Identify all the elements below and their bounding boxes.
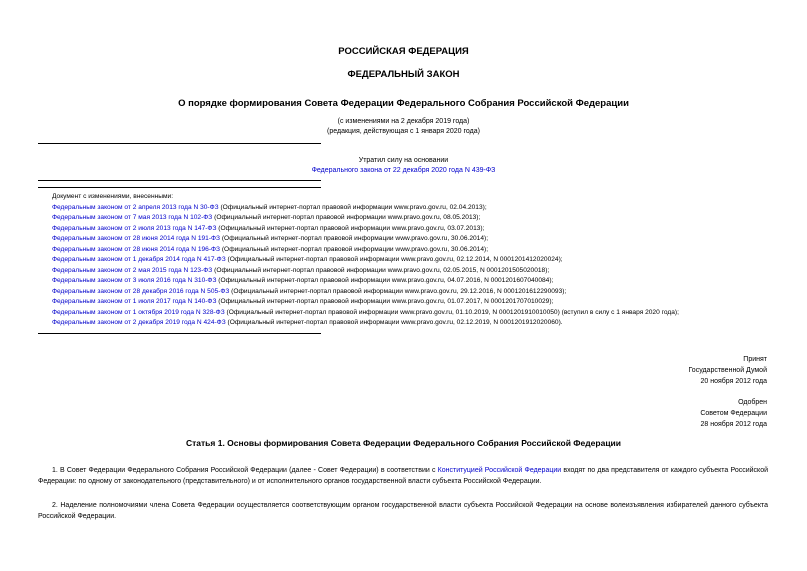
list-item — [52, 266, 679, 277]
approved-date: 28 ноября 2012 года — [700, 421, 767, 428]
amendment-source: (Официальный интернет-портал правовой информации www.pravo.gov.ru, 02.12.2014, N 0001201412020024); — [225, 256, 563, 263]
amendment-link[interactable]: Федеральным законом от 3 июля 2016 года N 310-ФЗ — [52, 277, 217, 284]
approved-body: Советом Федерации — [700, 410, 767, 417]
amendment-source: (Официальный интернет-портал правовой информации www.pravo.gov.ru, 30.06.2014); — [220, 235, 489, 242]
approved-label: Одобрен — [738, 399, 767, 406]
paragraph-text: входят по два представителя от каждого субъекта Российской Федерации: по одному от законодательного (представительного) и от исполнительного органов государственной власти субъекта Российской Федерации. — [38, 467, 769, 485]
lost-force-link[interactable]: Федерального закона от 22 декабря 2020 года N 439-ФЗ — [311, 167, 496, 174]
amendment-link[interactable]: Федеральным законом от 28 декабря 2016 года N 505-ФЗ — [52, 287, 230, 295]
amendments-list — [52, 192, 679, 329]
amendment-source: (Официальный интернет-портал правовой информации www.pravo.gov.ru, 02.12.2019, N 0001201912020060). — [225, 319, 563, 326]
paragraph-text: 1. В Совет Федерации Федерального Собрания Российской Федерации (далее - Совет Федерации) в соответствии с — [52, 467, 438, 474]
list-item — [52, 203, 679, 214]
divider — [38, 180, 321, 181]
amendment-source: (Официальный интернет-портал правовой информации www.pravo.gov.ru, 04.07.2016, N 0001201607040084); — [216, 277, 554, 284]
list-item — [52, 308, 679, 319]
amendment-link[interactable]: Федеральным законом от 1 октября 2019 года N 328-ФЗ — [52, 308, 225, 316]
amendment-source: (Официальный интернет-портал правовой информации www.pravo.gov.ru, 01.07.2017, N 0001201707010029); — [216, 298, 554, 305]
list-item — [52, 245, 679, 256]
list-item — [52, 234, 679, 245]
amendment-link[interactable]: Федеральным законом от 2 декабря 2019 года N 424-ФЗ — [52, 319, 226, 326]
article-paragraph-1 — [38, 466, 768, 487]
amendment-link[interactable]: Федеральным законом от 1 июля 2017 года N 140-ФЗ — [52, 298, 217, 305]
amendment-source: (Официальный интернет-портал правовой информации www.pravo.gov.ru, 08.05.2013); — [212, 214, 481, 221]
adopted-label: Принят — [743, 356, 767, 363]
divider — [38, 187, 321, 188]
changes-note: (с изменениями на 2 декабря 2019 года) — [337, 118, 470, 125]
amendment-source: (Официальный интернет-портал правовой информации www.pravo.gov.ru, 02.04.2013); — [218, 203, 487, 211]
adopted-body: Государственной Думой — [688, 367, 767, 374]
list-item — [52, 318, 679, 329]
amendment-source: (Официальный интернет-портал правовой информации www.pravo.gov.ru, 29.12.2016, N 0001201612290093); — [229, 287, 567, 295]
amendment-link[interactable]: Федеральным законом от 1 декабря 2014 года N 417-ФЗ — [52, 256, 226, 263]
amendment-link[interactable]: Федеральным законом от 7 мая 2013 года N 102-ФЗ — [52, 214, 213, 221]
article-paragraph-2: 2. Наделение полномочиями члена Совета Федерации осуществляется соответствующим органом государственной власти субъекта Российской Федерации на основе волеизъявления избирателей данного субъекта Российской Федерации. — [38, 502, 768, 520]
list-item — [52, 224, 679, 235]
list-item — [52, 297, 679, 308]
amendment-link[interactable]: Федеральным законом от 2 июля 2013 года N 147-ФЗ — [52, 224, 217, 232]
amendments-heading: Документ с изменениями, внесенными: — [52, 193, 174, 200]
article-title: Статья 1. Основы формирования Совета Федерации Федерального Собрания Российской Федерации — [185, 438, 622, 448]
constitution-link[interactable]: Конституцией Российской Федерации — [437, 467, 562, 474]
approved-block — [700, 397, 767, 430]
lost-force-label: Утратил силу на основании — [358, 157, 449, 164]
list-item — [52, 255, 679, 266]
list-item — [52, 213, 679, 224]
amendment-source: (Официальный интернет-портал правовой информации www.pravo.gov.ru, 03.07.2013); — [216, 224, 485, 232]
divider — [38, 333, 321, 334]
list-item — [52, 276, 679, 287]
adopted-date: 20 ноября 2012 года — [700, 378, 767, 385]
amendment-source: (Официальный интернет-портал правовой информации www.pravo.gov.ru, 30.06.2014); — [220, 245, 489, 253]
amendment-link[interactable]: Федеральным законом от 28 июня 2014 года N 196-ФЗ — [52, 245, 221, 253]
law-title: О порядке формирования Совета Федерации Федерального Собрания Российской Федерации — [178, 98, 629, 109]
edition-note: (редакция, действующая с 1 января 2020 года) — [327, 128, 480, 135]
lost-force-line — [0, 167, 807, 174]
law-type-heading: ФЕДЕРАЛЬНЫЙ ЗАКОН — [347, 69, 460, 80]
list-item — [52, 287, 679, 298]
amendment-source: (Официальный интернет-портал правовой информации www.pravo.gov.ru, 01.10.2019, N 0001201910010050) (вступил в силу с 1 января 2020 года); — [224, 308, 679, 316]
country-heading: РОССИЙСКАЯ ФЕДЕРАЦИЯ — [338, 46, 469, 57]
amendment-link[interactable]: Федеральным законом от 2 мая 2015 года N 123-ФЗ — [52, 266, 213, 274]
amendment-link[interactable]: Федеральным законом от 28 июня 2014 года N 191-ФЗ — [52, 235, 221, 242]
amendment-source: (Официальный интернет-портал правовой информации www.pravo.gov.ru, 02.05.2015, N 0001201505020018); — [212, 266, 550, 274]
amendment-link[interactable]: Федеральным законом от 2 апреля 2013 года N 30-ФЗ — [52, 203, 219, 211]
divider — [38, 143, 321, 144]
adopted-block — [688, 354, 767, 387]
